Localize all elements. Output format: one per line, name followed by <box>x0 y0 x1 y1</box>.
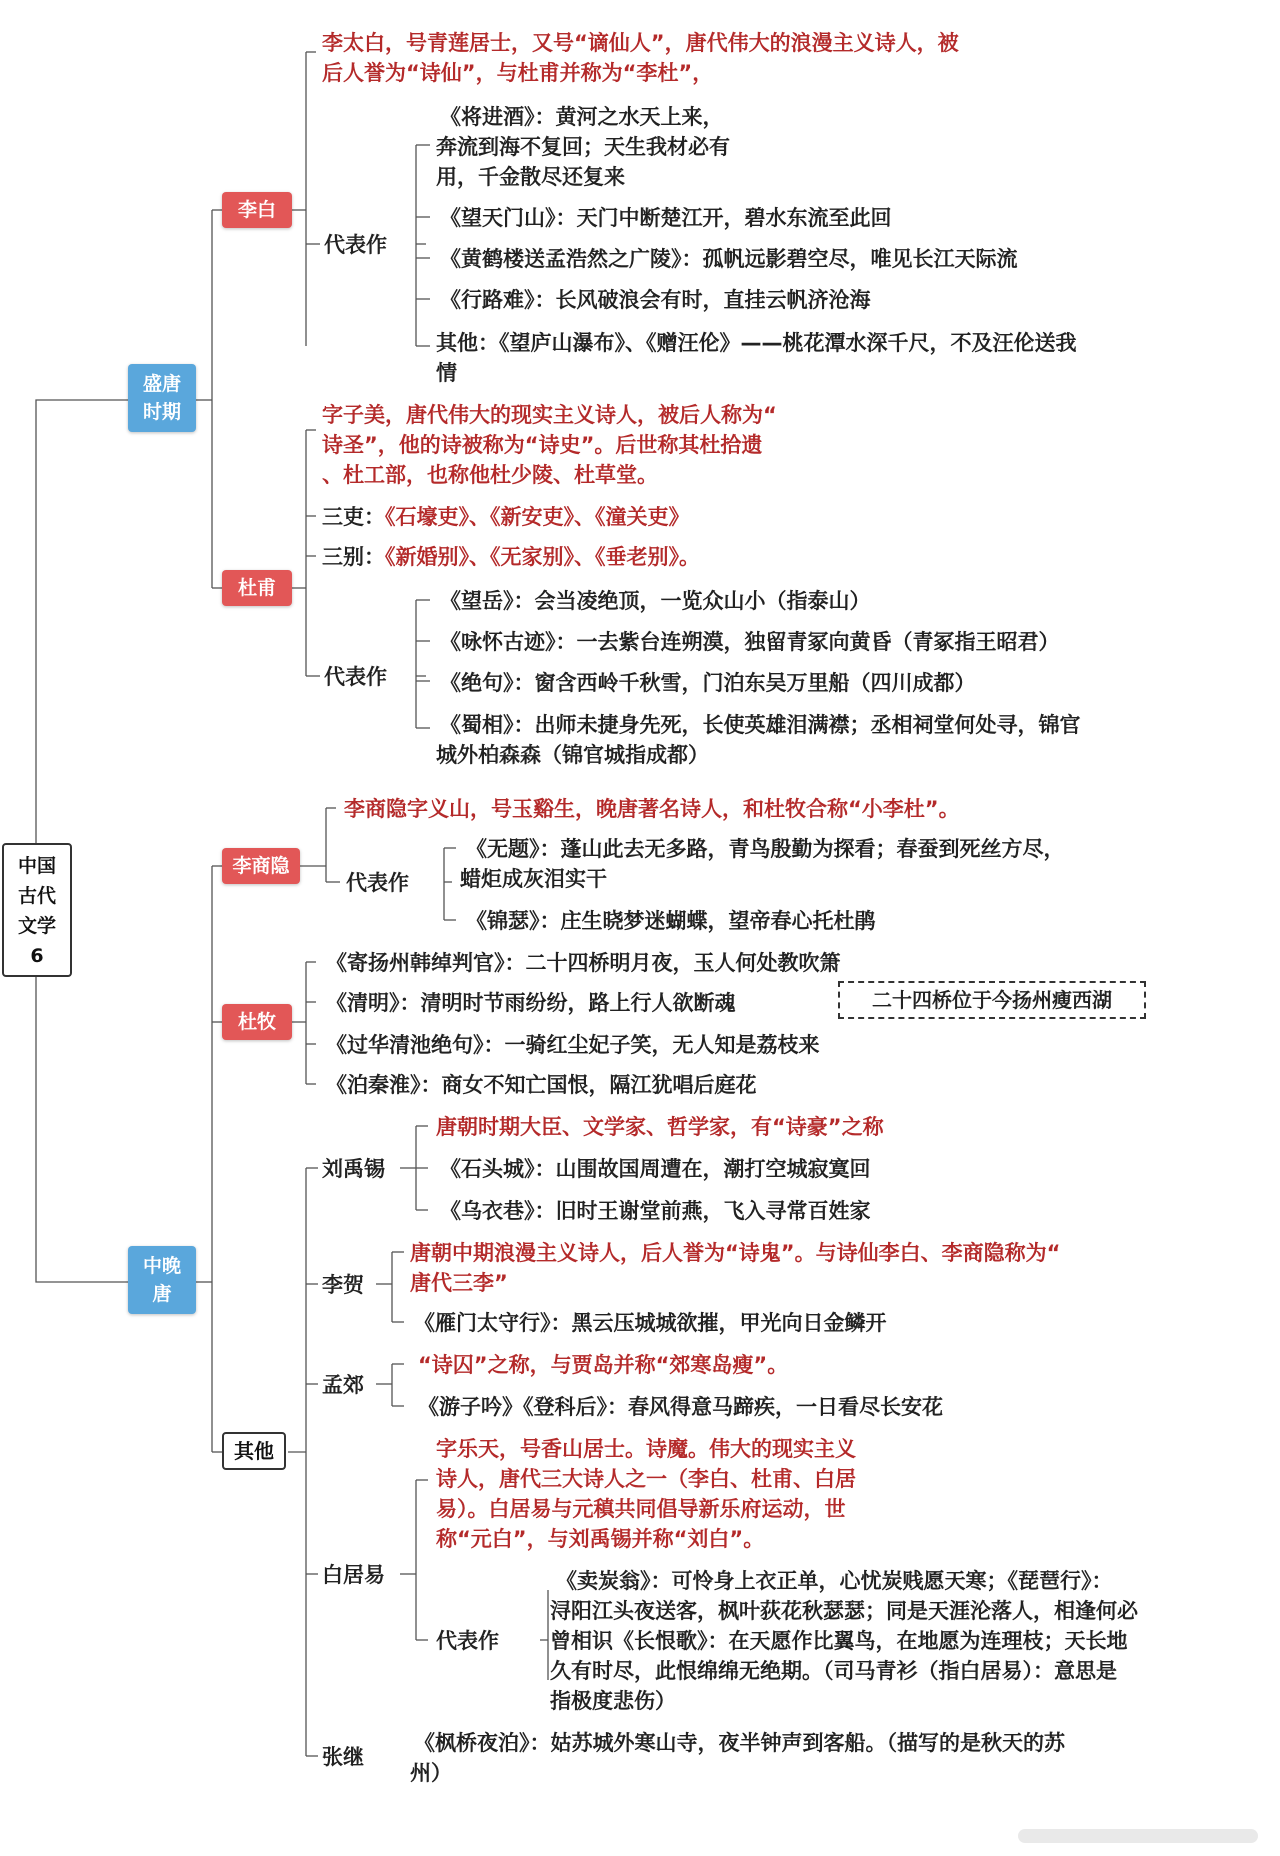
dufu-works-label: 代表作 <box>324 665 387 689</box>
period-shengtang-label: 盛唐时期 <box>142 373 181 423</box>
root-line: 6 <box>30 945 44 967</box>
dufu-sanli-titles: 《石壕吏》、《新安吏》、《潼关吏》 <box>385 505 690 529</box>
liuyuxi-bio: 唐朝时期大臣、文学家、哲学家，有“诗豪”之称 <box>436 1115 884 1139</box>
root-line: 中国 <box>17 855 56 877</box>
period-zhongwan-label: 中晚唐 <box>142 1255 181 1305</box>
lihe-work-yanmentaishouxing: 《雁门太守行》：黑云压城城欲摧，甲光向日金鳞开 <box>414 1311 887 1335</box>
dufu-work-shuxiang-line1: 《蜀相》：出师未捷身先死，长使英雄泪满襟；丞相祠堂何处寻，锦官 <box>440 713 1081 737</box>
libai-work-xinglunan: 《行路难》：长风破浪会有时，直挂云帆济沧海 <box>440 288 871 312</box>
zhangji-work-line2: 州） <box>410 1761 452 1785</box>
dufu-work-jueju: 《绝句》：窗含西岭千秋雪，门泊东吴万里船（四川成都） <box>440 671 976 695</box>
baijuyi-bio-line3: 易）。白居易与元稹共同倡导新乐府运动，世 <box>436 1497 846 1521</box>
dufu-sanbie-row <box>322 542 700 572</box>
lihe-name: 李贺 <box>322 1273 364 1297</box>
lishangyin-work-wuti-line1: 《无题》：蓬山此去无多路，青鸟殷勤为探看；春蚕到死丝方尽， <box>466 837 1065 861</box>
libai-work-wangtianmenshan: 《望天门山》：天门中断楚江开，碧水东流至此回 <box>440 206 892 230</box>
poet-dufu-label: 杜甫 <box>237 577 276 599</box>
watermark-bar <box>1018 1829 1258 1843</box>
period-shengtang-node <box>128 364 196 432</box>
dufu-work-wangyue: 《望岳》：会当凌绝顶，一览众山小（指泰山） <box>440 589 871 613</box>
baijuyi-work-line4: 久有时尽，此恨绵绵无绝期。（司马青衫（指白居易）：意思是 <box>550 1659 1117 1683</box>
other-poets-node <box>222 1432 286 1470</box>
baijuyi-work-line3: 曾相识《长恨歌》：在天愿作比翼鸟，在地愿为连理枝；天长地 <box>550 1629 1128 1653</box>
poet-lishangyin-label: 李商隐 <box>232 855 290 877</box>
dufu-bio-line2: 诗圣”，他的诗被称为“诗史”。后世称其杜拾遗 <box>322 433 763 457</box>
lihe-bio-line1: 唐朝中期浪漫主义诗人，后人誉为“诗鬼”。与诗仙李白、李商隐称为“ <box>410 1241 1061 1265</box>
dufu-bio-line3: 、杜工部，也称他杜少陵、杜草堂。 <box>322 463 658 487</box>
poet-dufu-node <box>222 570 292 606</box>
dufu-sanli-label: 三吏： <box>322 505 385 529</box>
poet-libai-node <box>222 192 292 228</box>
poet-lishangyin-node <box>222 848 300 884</box>
baijuyi-bio-line2: 诗人，唐代三大诗人之一（李白、杜甫、白居 <box>436 1467 856 1491</box>
baijuyi-bio-line4: 称“元白”，与刘禹锡并称“刘白”。 <box>436 1527 765 1551</box>
root-line: 古代 <box>17 885 56 907</box>
poet-libai-label: 李白 <box>237 199 276 221</box>
dumu-note-box <box>838 981 1146 1019</box>
root-line: 文学 <box>17 915 56 937</box>
liuyuxi-work-wuyixiang: 《乌衣巷》：旧时王谢堂前燕，飞入寻常百姓家 <box>440 1199 871 1223</box>
lishangyin-work-wuti-line2: 蜡炬成灰泪实干 <box>460 867 607 891</box>
libai-bio-line1: 李太白，号青莲居士，又号“谪仙人”，唐代伟大的浪漫主义诗人，被 <box>322 31 959 55</box>
lishangyin-bio: 李商隐字义山，号玉谿生，晚唐著名诗人，和杜牧合称“小李杜”。 <box>344 797 960 821</box>
root-node <box>2 843 72 977</box>
period-zhongwan-node <box>128 1246 196 1314</box>
dufu-sanbie-label: 三别： <box>322 545 385 569</box>
dumu-work-boqinhuai: 《泊秦淮》：商女不知亡国恨，隔江犹唱后庭花 <box>326 1073 757 1097</box>
lishangyin-works-label: 代表作 <box>346 871 409 895</box>
mengjiao-bio: “诗囚”之称，与贾岛并称“郊寒岛瘦”。 <box>418 1353 789 1377</box>
dufu-work-shuxiang-line2: 城外柏森森（锦官城指成都） <box>436 743 709 767</box>
zhangji-name: 张继 <box>322 1745 364 1769</box>
libai-works-label: 代表作 <box>324 233 387 257</box>
poet-dumu-label: 杜牧 <box>237 1011 276 1033</box>
libai-bio-line2: 后人誉为“诗仙”，与杜甫并称为“李杜”， <box>322 61 714 85</box>
dumu-work-huaqingchi: 《过华清池绝句》：一骑红尘妃子笑，无人知是荔枝来 <box>326 1033 820 1057</box>
dumu-work-qingming: 《清明》：清明时节雨纷纷，路上行人欲断魂 <box>326 991 736 1015</box>
dufu-bio-line1: 字子美，唐代伟大的现实主义诗人，被后人称为“ <box>322 403 777 427</box>
dufu-sanbie-titles: 《新婚别》、《无家别》、《垂老别》。 <box>385 545 700 569</box>
libai-work-jiangjinjiu-line2: 奔流到海不复回；天生我材必有 <box>436 135 730 159</box>
lihe-bio-line2: 唐代三李” <box>410 1271 508 1295</box>
baijuyi-bio-line1: 字乐天，号香山居士。诗魔。伟大的现实主义 <box>436 1437 856 1461</box>
baijuyi-work-line5: 指极度悲伤） <box>550 1689 676 1713</box>
libai-work-huanghelou: 《黄鹤楼送孟浩然之广陵》：孤帆远影碧空尽，唯见长江天际流 <box>440 247 1018 271</box>
dumu-note-text: 二十四桥位于今扬州瘦西湖 <box>872 988 1112 1012</box>
libai-work-others-line1: 其他：《望庐山瀑布》、《赠汪伦》——桃花潭水深千尺，不及汪伦送我 <box>436 331 1077 355</box>
baijuyi-work-line2: 浔阳江头夜送客，枫叶荻花秋瑟瑟；同是天涯沦落人，相逢何必 <box>550 1599 1138 1623</box>
lishangyin-work-jinse: 《锦瑟》：庄生晓梦迷蝴蝶，望帝春心托杜鹃 <box>466 909 876 933</box>
libai-work-others-line2: 情 <box>436 361 457 385</box>
other-poets-label: 其他 <box>234 1439 274 1463</box>
dufu-sanli-row <box>322 502 690 532</box>
zhangji-work-line1: 《枫桥夜泊》：姑苏城外寒山寺，夜半钟声到客船。（描写的是秋天的苏 <box>414 1731 1065 1755</box>
dumu-work-hanchuo: 《寄扬州韩绰判官》：二十四桥明月夜，玉人何处教吹箫 <box>326 951 841 975</box>
liuyuxi-name: 刘禹锡 <box>322 1157 385 1181</box>
mengjiao-name: 孟郊 <box>322 1373 364 1397</box>
mengjiao-work-youziyin: 《游子吟》《登科后》：春风得意马蹄疾，一日看尽长安花 <box>418 1395 943 1419</box>
baijuyi-work-line1: 《卖炭翁》：可怜身上衣正单，心忧炭贱愿天寒；《琵琶行》： <box>556 1569 1113 1593</box>
libai-work-jiangjinjiu-line3: 用，千金散尽还复来 <box>436 165 625 189</box>
poet-dumu-node <box>222 1004 292 1040</box>
liuyuxi-work-shitoucheng: 《石头城》：山围故国周遭在，潮打空城寂寞回 <box>440 1157 871 1181</box>
baijuyi-works-label: 代表作 <box>436 1629 499 1653</box>
dufu-work-yonghuaiguji: 《咏怀古迹》：一去紫台连朔漠，独留青冢向黄昏（青冢指王昭君） <box>440 630 1060 654</box>
libai-work-jiangjinjiu-line1: 《将进酒》：黄河之水天上来， <box>440 105 724 129</box>
baijuyi-name: 白居易 <box>322 1563 385 1587</box>
